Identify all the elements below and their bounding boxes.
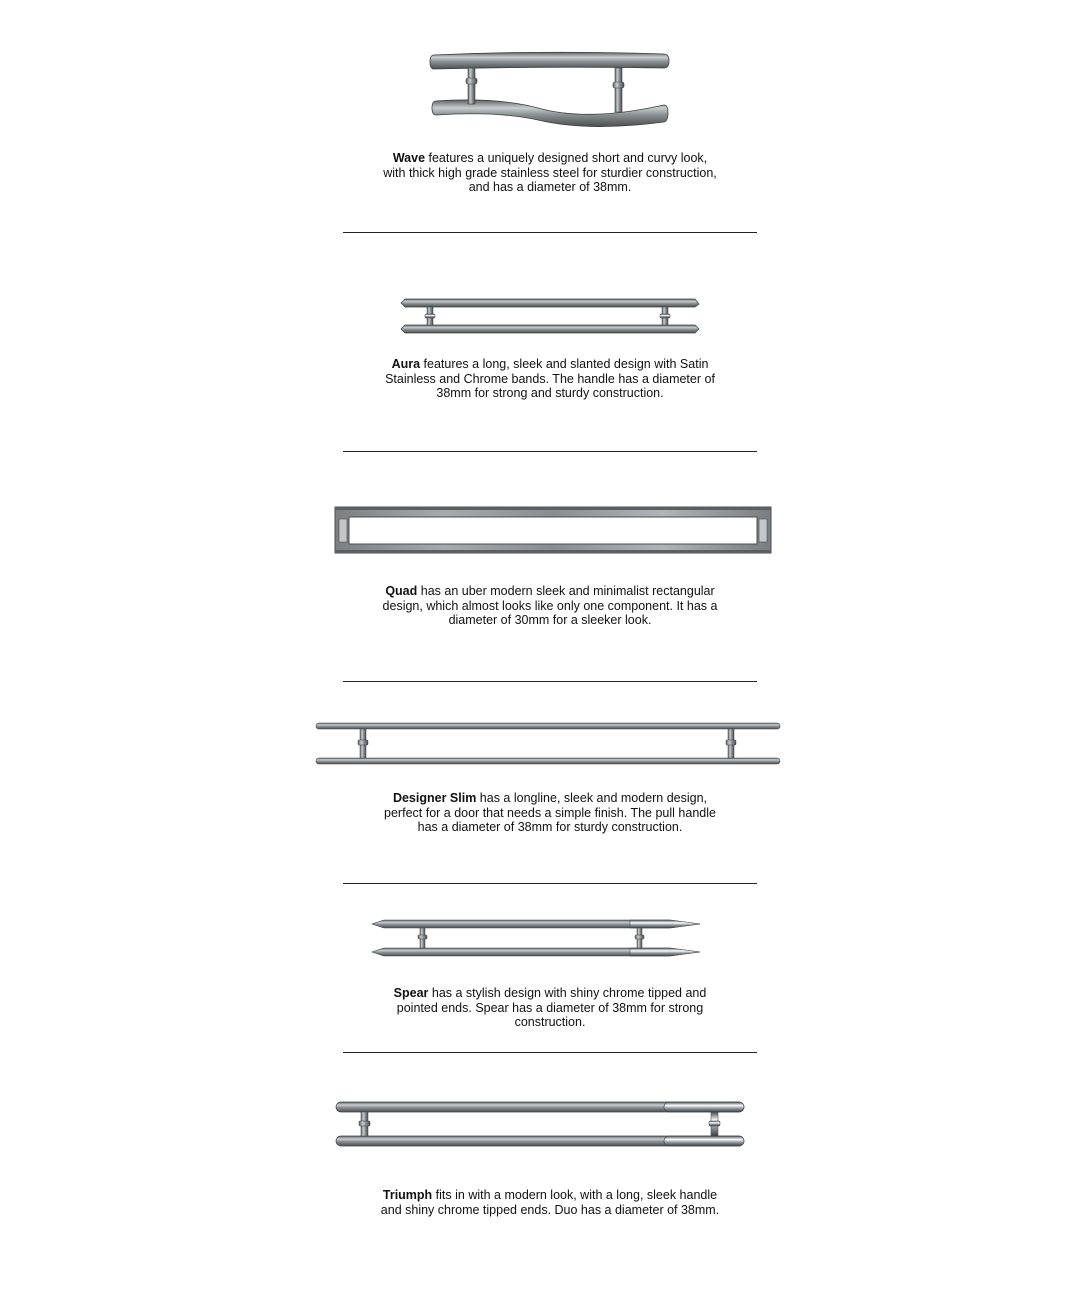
spear-handle-image: [370, 916, 702, 960]
product-name: Quad: [385, 584, 418, 598]
wave-handle-image: [428, 48, 673, 130]
product-text: fits in with a modern look, with a long, sleek handle and shiny chrome tipped ends. Duo has a diameter of 38mm.: [380, 1188, 720, 1217]
section-divider: [343, 681, 757, 682]
designer-slim-description: [380, 791, 720, 835]
product-name: Wave: [392, 151, 426, 165]
section-divider: [343, 451, 757, 452]
aura-handle-image: [399, 296, 701, 336]
triumph-description: [380, 1188, 720, 1217]
product-text: features a uniquely designed short and curvy look, with thick high grade stainless steel for sturdier construction, and has a diameter of 38mm.: [383, 151, 717, 194]
product-name: Designer Slim: [392, 791, 477, 805]
product-text: has an uber modern sleek and minimalist rectangular design, which almost looks like only one component. It has a diameter of 30mm for a sleeker look.: [382, 584, 718, 627]
aura-description: [380, 357, 720, 401]
wave-description: [380, 151, 720, 195]
product-text: has a longline, sleek and modern design, perfect for a door that needs a simple finish. The pull handle has a diameter of 38mm for sturdy construction.: [384, 791, 716, 834]
triumph-handle-image: [334, 1098, 748, 1154]
quad-description: [380, 584, 720, 628]
section-divider: [343, 883, 757, 884]
quad-handle-image: [333, 505, 773, 555]
spear-description: [380, 986, 720, 1030]
product-name: Spear: [393, 986, 429, 1000]
product-text: features a long, sleek and slanted design with Satin Stainless and Chrome bands. The handle has a diameter of 38mm for strong and sturdy construction.: [385, 357, 715, 400]
section-divider: [343, 1052, 757, 1053]
product-name: Aura: [391, 357, 421, 371]
designer-slim-handle-image: [314, 718, 782, 768]
section-divider: [343, 232, 757, 233]
product-name: Triumph: [382, 1188, 433, 1202]
product-text: has a stylish design with shiny chrome tipped and pointed ends. Spear has a diameter of 38mm for strong construction.: [396, 986, 707, 1029]
